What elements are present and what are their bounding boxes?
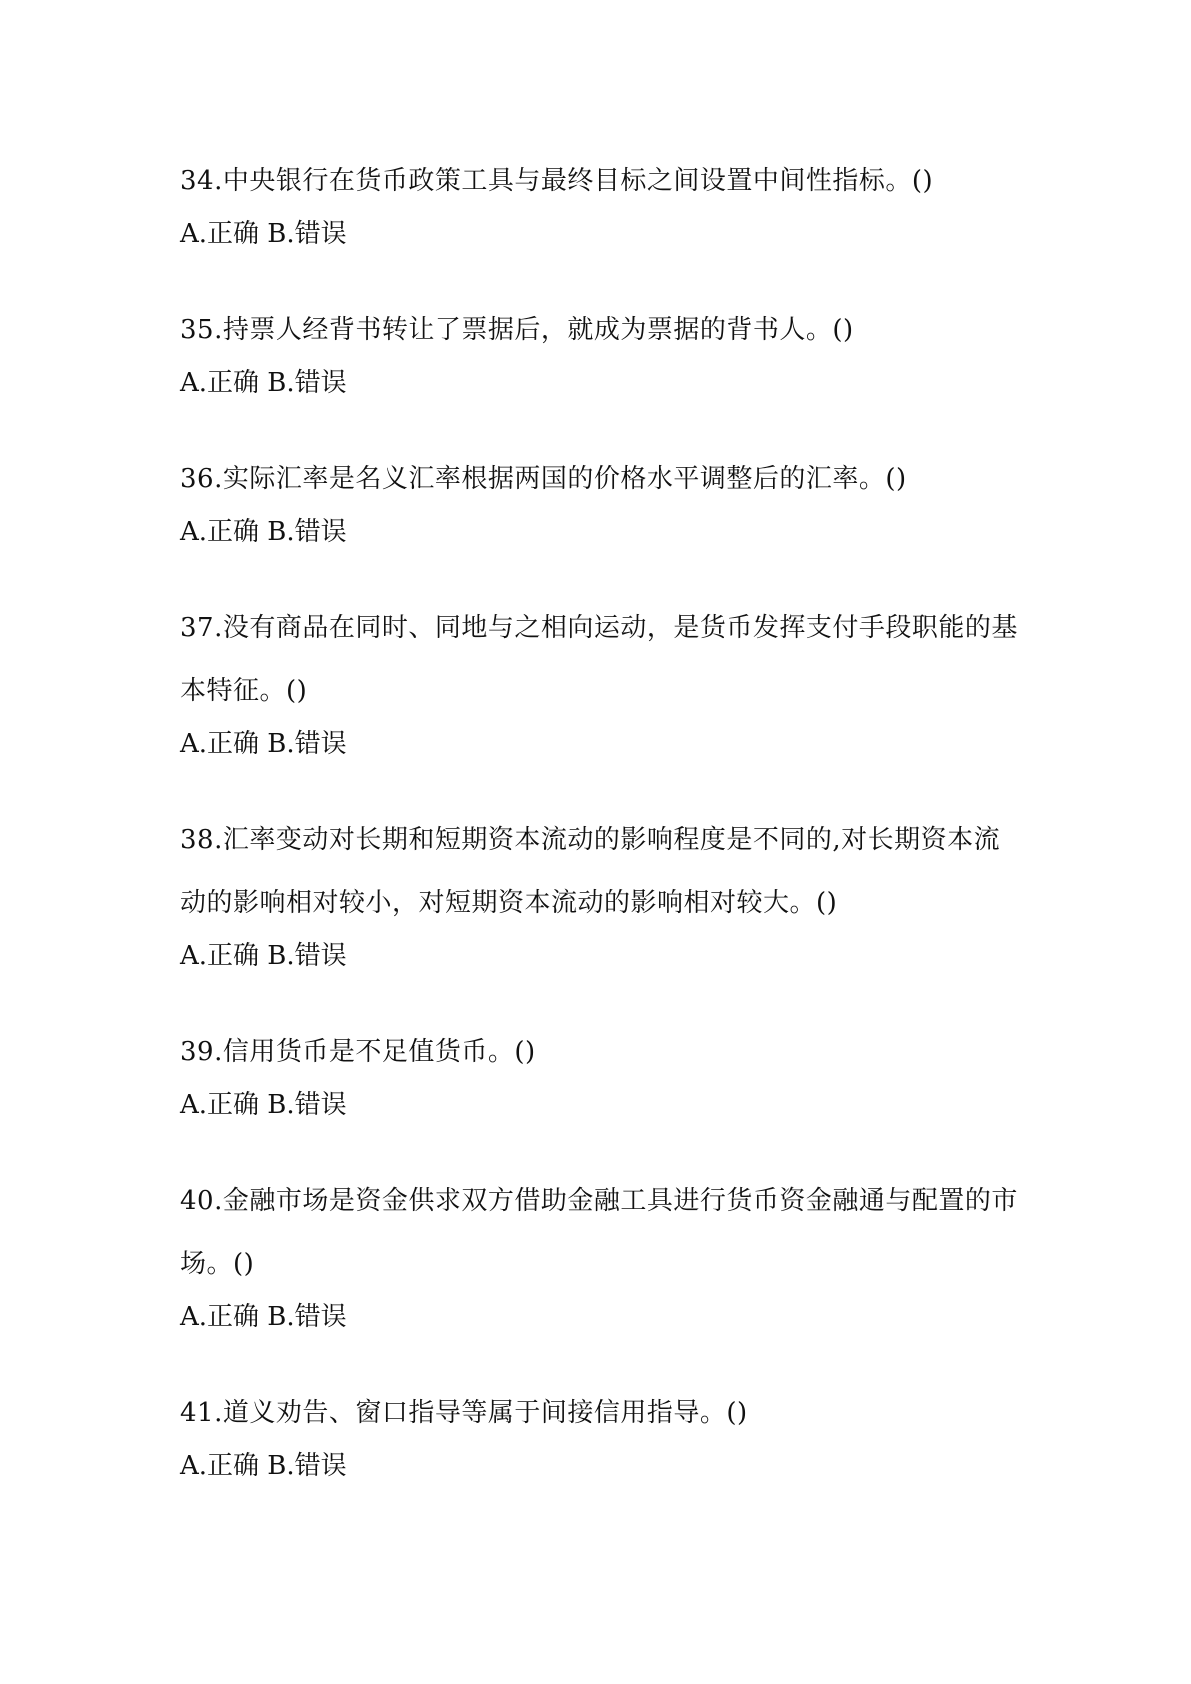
- question-text: 36.实际汇率是名义汇率根据两国的价格水平调整后的汇率。(): [180, 464, 907, 494]
- answer-options: A.正确 B.错误: [180, 941, 347, 971]
- answer-options: A.正确 B.错误: [180, 517, 347, 547]
- question-item: [180, 1382, 1020, 1485]
- answer-options: A.正确 B.错误: [180, 368, 347, 398]
- question-text: 41.道义劝告、窗口指导等属于间接信用指导。(): [180, 1398, 748, 1428]
- answer-options: A.正确 B.错误: [180, 1451, 347, 1481]
- question-list: [180, 150, 1020, 1531]
- question-text: 38.汇率变动对长期和短期资本流动的影响程度是不同的,对长期资本流动的影响相对较小，对短期资本流动的影响相对较大。(): [180, 825, 1001, 918]
- question-item: [180, 597, 1020, 763]
- answer-options: A.正确 B.错误: [180, 1090, 347, 1120]
- question-text: 40.金融市场是资金供求双方借助金融工具进行货币资金融通与配置的市场。(): [180, 1186, 1018, 1279]
- question-item: [180, 299, 1020, 402]
- question-item: [180, 1021, 1020, 1124]
- answer-options: A.正确 B.错误: [180, 1302, 347, 1332]
- question-item: [180, 1170, 1020, 1336]
- question-text: 34.中央银行在货币政策工具与最终目标之间设置中间性指标。(): [180, 166, 934, 196]
- question-text: 35.持票人经背书转让了票据后，就成为票据的背书人。(): [180, 315, 854, 345]
- question-text: 39.信用货币是不足值货币。(): [180, 1037, 536, 1067]
- question-item: [180, 150, 1020, 253]
- answer-options: A.正确 B.错误: [180, 219, 347, 249]
- question-text: 37.没有商品在同时、同地与之相向运动，是货币发挥支付手段职能的基本特征。(): [180, 613, 1018, 706]
- question-item: [180, 448, 1020, 551]
- answer-options: A.正确 B.错误: [180, 729, 347, 759]
- question-item: [180, 809, 1020, 975]
